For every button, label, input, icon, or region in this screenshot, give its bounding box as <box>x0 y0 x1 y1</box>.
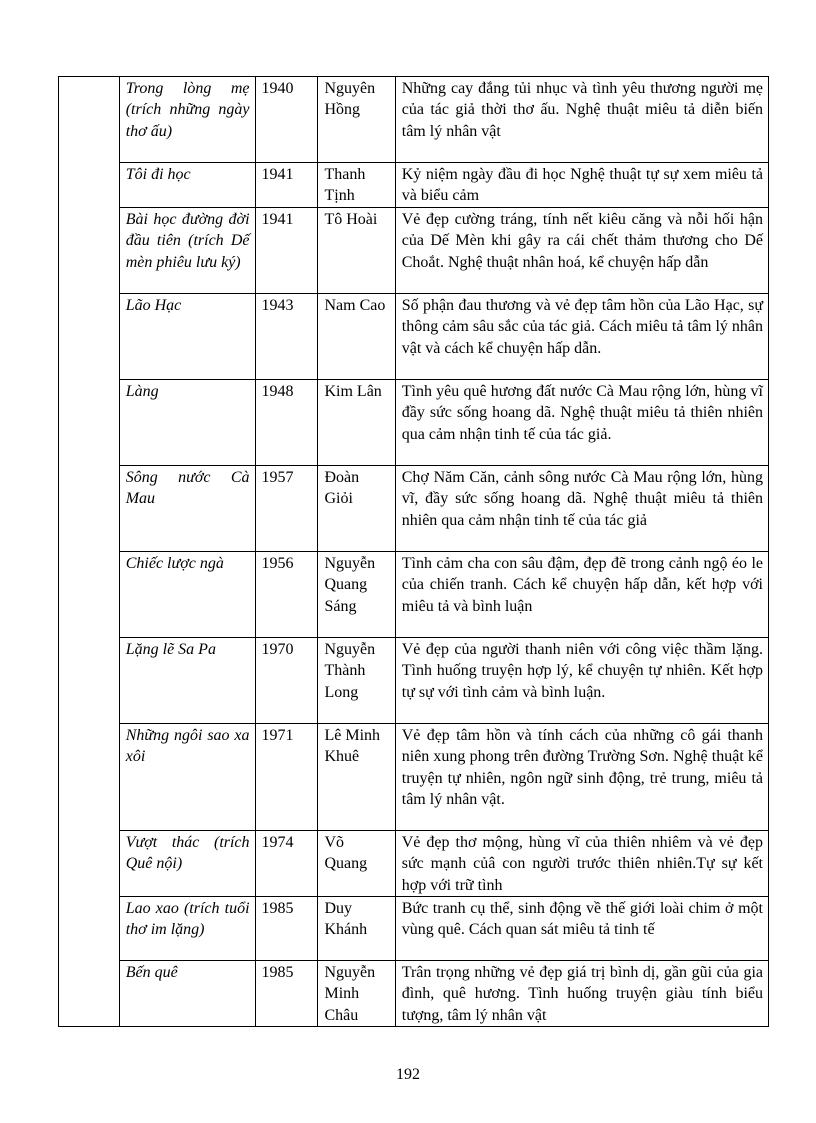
work-author: Nguyên Hồng <box>318 77 395 163</box>
blank-column-cell <box>59 77 120 1027</box>
work-author: Lê Minh Khuê <box>318 723 395 830</box>
work-year: 1948 <box>255 379 318 465</box>
work-summary: Vẻ đẹp cường tráng, tính nết kiêu căng và nỗi hối hận của Dế Mèn khi gây ra cái chết thảm thương cho Dế Choắt. Nghệ thuật nhân hoá, kể chuyện hấp dẫn <box>395 207 768 293</box>
work-author: Võ Quang <box>318 830 395 896</box>
work-title: Lão Hạc <box>119 293 255 379</box>
work-year: 1985 <box>255 897 318 961</box>
work-year: 1940 <box>255 77 318 163</box>
table-row <box>59 897 769 961</box>
work-year: 1943 <box>255 293 318 379</box>
work-author: Nguyễn Thành Long <box>318 637 395 723</box>
work-summary: Những cay đắng tủi nhục và tình yêu thương người mẹ của tác giả thời thơ ấu. Nghệ thuật miêu tả diễn biến tâm lý nhân vật <box>395 77 768 163</box>
work-year: 1957 <box>255 465 318 551</box>
table-body <box>59 77 769 1027</box>
page-number: 192 <box>396 1066 420 1083</box>
work-year: 1941 <box>255 207 318 293</box>
work-summary: Kỷ niệm ngày đầu đi học Nghệ thuật tự sự xem miêu tả và biểu cảm <box>395 163 768 208</box>
work-summary: Tình yêu quê hương đất nước Cà Mau rộng lớn, hùng vĩ đầy sức sống hoang dã. Nghệ thuật miêu tả thiên nhiên qua cảm nhận tinh tế của tác giả. <box>395 379 768 465</box>
literature-table <box>58 76 769 1027</box>
work-summary: Số phận đau thương và vẻ đẹp tâm hồn của Lão Hạc, sự thông cảm sâu sắc của tác giả. Cách miêu tả tâm lý nhân vật và cách kể chuyện hấp dẫn. <box>395 293 768 379</box>
work-year: 1985 <box>255 961 318 1027</box>
work-title: Bài học đường đời đầu tiên (trích Dế mèn phiêu lưu ký) <box>119 207 255 293</box>
work-author: Duy Khánh <box>318 897 395 961</box>
table-row <box>59 830 769 896</box>
work-title: Những ngôi sao xa xôi <box>119 723 255 830</box>
work-summary: Vẻ đẹp của người thanh niên với công việc thầm lặng. Tình huống truyện hợp lý, kể chuyện tự nhiên. Kết hợp tự sự với tình cảm và bình luận. <box>395 637 768 723</box>
work-title: Làng <box>119 379 255 465</box>
work-year: 1941 <box>255 163 318 208</box>
table-row <box>59 163 769 208</box>
work-year: 1974 <box>255 830 318 896</box>
work-year: 1956 <box>255 551 318 637</box>
work-summary: Vẻ đẹp thơ mộng, hùng vĩ của thiên nhiêm và vẻ đẹp sức mạnh củâ con người trước thiên nhiên.Tự sự kết hợp với trữ tình <box>395 830 768 896</box>
table-row <box>59 637 769 723</box>
work-author: Tô Hoài <box>318 207 395 293</box>
work-title: Sông nước Cà Mau <box>119 465 255 551</box>
table-row <box>59 207 769 293</box>
work-summary: Chợ Năm Căn, cảnh sông nước Cà Mau rộng lớn, hùng vĩ, đầy sức sống hoang dã. Nghệ thuật miêu tả thiên nhiên qua cảm nhận tinh tế của tác giả <box>395 465 768 551</box>
work-author: Nguyễn Minh Châu <box>318 961 395 1027</box>
work-author: Nam Cao <box>318 293 395 379</box>
work-author: Thanh Tịnh <box>318 163 395 208</box>
table-row <box>59 77 769 163</box>
work-summary: Bức tranh cụ thể, sinh động về thế giới loài chim ở một vùng quê. Cách quan sát miêu tả tinh tế <box>395 897 768 961</box>
work-title: Tôi đi học <box>119 163 255 208</box>
table-row <box>59 723 769 830</box>
work-title: Trong lòng mẹ (trích những ngày thơ ấu) <box>119 77 255 163</box>
work-author: Đoàn Giỏi <box>318 465 395 551</box>
work-title: Bến quê <box>119 961 255 1027</box>
table-row <box>59 961 769 1027</box>
table-row <box>59 379 769 465</box>
work-summary: Trân trọng những vẻ đẹp giá trị bình dị, gần gũi của gia đình, quê hương. Tình huống truyện giàu tính biểu tượng, tâm lý nhân vật <box>395 961 768 1027</box>
work-title: Lao xao (trích tuổi thơ im lặng) <box>119 897 255 961</box>
work-author: Kim Lân <box>318 379 395 465</box>
table-row <box>59 551 769 637</box>
work-title: Vượt thác (trích Quê nội) <box>119 830 255 896</box>
work-year: 1971 <box>255 723 318 830</box>
work-title: Chiếc lược ngà <box>119 551 255 637</box>
work-summary: Vẻ đẹp tâm hồn và tính cách của những cô gái thanh niên xung phong trên đường Trường Sơn. Nghệ thuật kể truyện tự nhiên, ngôn ngữ sinh động, trẻ trung, miêu tả tâm lý nhân vật. <box>395 723 768 830</box>
table-row <box>59 465 769 551</box>
table-row <box>59 293 769 379</box>
work-title: Lặng lẽ Sa Pa <box>119 637 255 723</box>
work-year: 1970 <box>255 637 318 723</box>
work-author: Nguyễn Quang Sáng <box>318 551 395 637</box>
work-summary: Tình cảm cha con sâu đậm, đẹp đẽ trong cảnh ngộ éo le của chiến tranh. Cách kể chuyện hấp dẫn, kết hợp với miêu tả và bình luận <box>395 551 768 637</box>
